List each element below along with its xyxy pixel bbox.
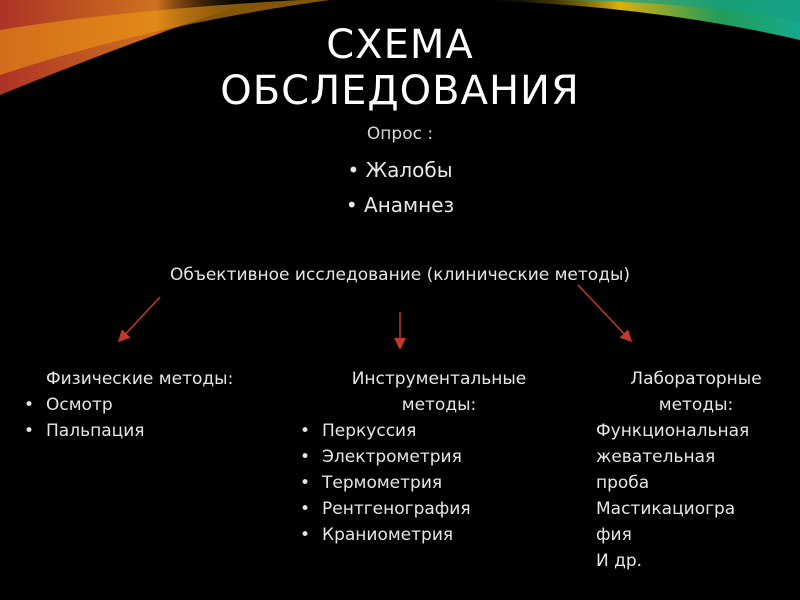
heading-line: Инструментальные	[351, 369, 527, 389]
list-item	[20, 418, 290, 444]
laboratory-methods-heading	[596, 366, 796, 418]
bullet: •	[347, 158, 360, 182]
list-item	[20, 392, 290, 418]
list-item	[296, 522, 556, 548]
survey-item-label: Жалобы	[365, 158, 453, 182]
list-item-label: Термометрия	[322, 473, 443, 493]
list-item	[296, 496, 556, 522]
physical-methods-column	[20, 366, 290, 444]
bullet: •	[300, 421, 311, 441]
list-item-label: Рентгенография	[322, 499, 471, 519]
laboratory-methods-text	[596, 418, 796, 574]
bullet: •	[300, 447, 311, 467]
physical-methods-heading: Физические методы:	[46, 369, 234, 389]
bullet: •	[300, 473, 311, 493]
text-line: Мастикациогра	[596, 499, 736, 519]
text-line: проба	[596, 473, 650, 493]
arrow-right	[578, 285, 630, 340]
bullet: •	[24, 395, 35, 415]
bullet: •	[24, 421, 35, 441]
list-item	[296, 470, 556, 496]
bullet: •	[300, 525, 311, 545]
physical-methods-list	[20, 392, 290, 444]
title-line-1: СХЕМА	[326, 22, 474, 68]
text-line: Функциональная	[596, 421, 750, 441]
list-item-label: Осмотр	[46, 395, 113, 415]
heading-line: методы:	[401, 395, 477, 415]
list-item	[296, 418, 556, 444]
survey-label: Опрос :	[366, 124, 434, 144]
list-item-label: Пальпация	[46, 421, 145, 441]
list-item-label: Электрометрия	[322, 447, 462, 467]
bullet: •	[345, 193, 358, 217]
instrumental-methods-column	[296, 366, 556, 548]
instrumental-methods-heading	[296, 366, 556, 418]
title-line-2: ОБСЛЕДОВАНИЯ	[220, 68, 580, 114]
bullet: •	[300, 499, 311, 519]
laboratory-methods-column	[596, 366, 796, 574]
text-line: жевательная	[596, 447, 716, 467]
list-item	[296, 444, 556, 470]
text-line: И др.	[596, 551, 643, 571]
arrow-left	[120, 297, 160, 340]
text-line: фия	[596, 525, 632, 545]
heading-line: Лабораторные	[630, 369, 762, 389]
objective-examination-heading: Объективное исследование (клинические методы)	[169, 265, 631, 285]
list-item-label: Перкуссия	[322, 421, 417, 441]
instrumental-methods-list	[296, 418, 556, 548]
heading-line: методы:	[658, 395, 734, 415]
survey-item-label: Анамнез	[364, 193, 455, 217]
list-item-label: Краниометрия	[322, 525, 454, 545]
